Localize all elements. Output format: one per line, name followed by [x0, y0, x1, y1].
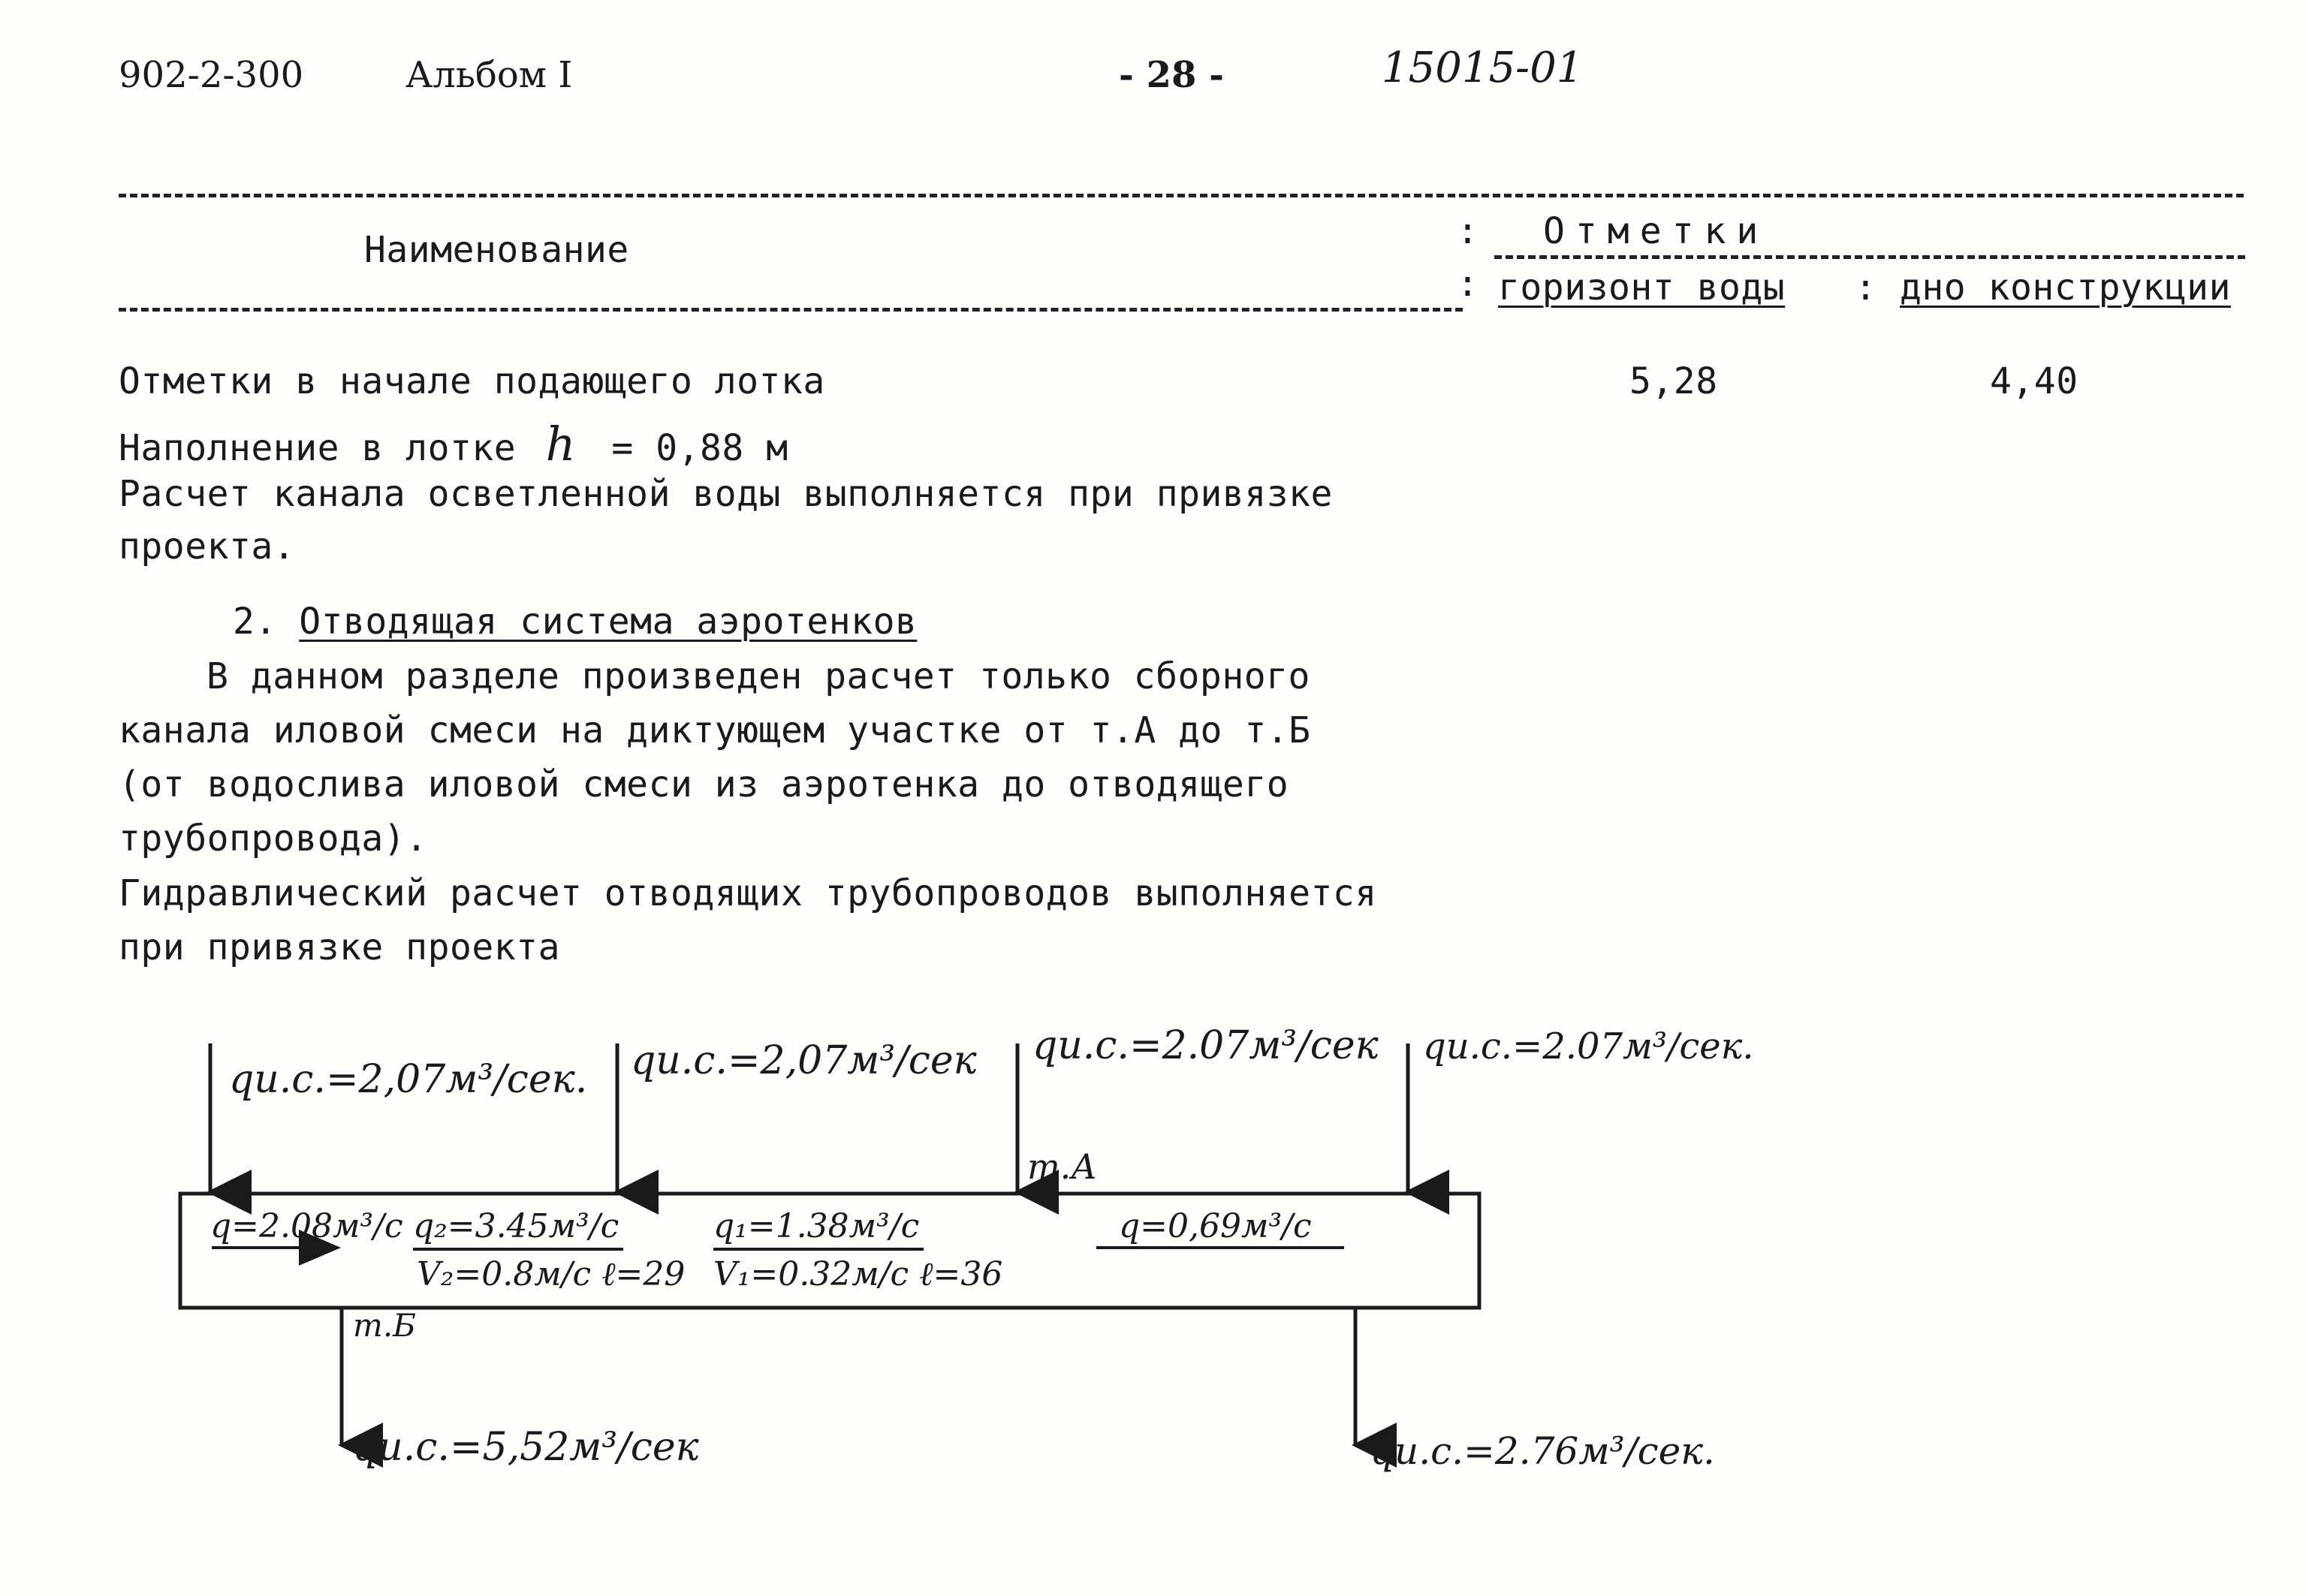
paragraph-line: В данном разделе произведен расчет только сборного: [206, 655, 1310, 697]
fill-value: = 0,88 м: [611, 427, 788, 469]
point-b-label: т.Б: [353, 1307, 417, 1344]
inflow-label: qи.с.=2,07м³/сек.: [229, 1057, 588, 1102]
section-number: 2.: [233, 601, 277, 643]
row-name: Отметки в начале подающего лотка: [119, 360, 825, 402]
column-header-water-level: горизонт воды: [1498, 267, 1786, 309]
flow-v2: V₂=0.8м/с ℓ=29: [417, 1255, 686, 1293]
paragraph-line: при привязке проекта: [119, 926, 560, 968]
paragraph-line: проекта.: [119, 525, 296, 568]
column-header-bottom: дно конструкции: [1900, 267, 2231, 309]
fill-symbol: h: [545, 417, 577, 471]
inflow-label: qи.с.=2.07м³/сек.: [1423, 1025, 1754, 1068]
point-a-label: т.А: [1027, 1146, 1098, 1187]
column-separator: :: [1855, 267, 1877, 309]
paragraph-line: Расчет канала осветленной воды выполняется при привязке: [119, 473, 1333, 515]
column-header-name: Наименование: [364, 229, 629, 271]
flow-q-end: q=0,69м³/с: [1119, 1207, 1312, 1245]
row-water-level: 5,28: [1629, 360, 1718, 402]
flow-q1: q₁=1.38м³/с: [713, 1207, 920, 1245]
paragraph-line: канала иловой смеси на диктующем участке от т.А до т.Б: [119, 709, 1311, 751]
inflow-label: qи.с.=2,07м³/сек: [631, 1038, 977, 1083]
column-separator: :: [1457, 210, 1479, 252]
row-bottom: 4,40: [1990, 360, 2078, 402]
inflow-label: qи.с.=2.07м³/сек: [1032, 1023, 1379, 1068]
flow-v1: V₁=0.32м/с ℓ=36: [713, 1255, 1003, 1293]
fill-prefix: Наполнение в лотке: [119, 427, 517, 469]
paragraph-line: трубопровода).: [119, 818, 428, 860]
paragraph-line: (от водослива иловой смеси из аэротенка до отводящего: [119, 763, 1289, 806]
section-title: Отводящая система аэротенков: [299, 601, 918, 643]
column-separator: :: [1457, 263, 1479, 305]
outflow-label: qи.с.=5,52м³/сек: [353, 1425, 699, 1470]
document-code: 902-2-300: [119, 54, 304, 96]
album-label: Альбом I: [405, 54, 573, 96]
flow-q2: q₂=3.45м³/с: [413, 1207, 619, 1245]
flow-q-start: q=2.08м³/с: [210, 1207, 403, 1245]
stamp-number: 15015-01: [1382, 44, 1584, 92]
outflow-label: qи.с.=2.76м³/сек.: [1370, 1429, 1715, 1473]
paragraph-line: Гидравлический расчет отводящих трубопроводов выполняется: [119, 872, 1377, 914]
column-header-marks: Отметки: [1543, 210, 1769, 252]
page-number: - 28 -: [1119, 54, 1225, 96]
